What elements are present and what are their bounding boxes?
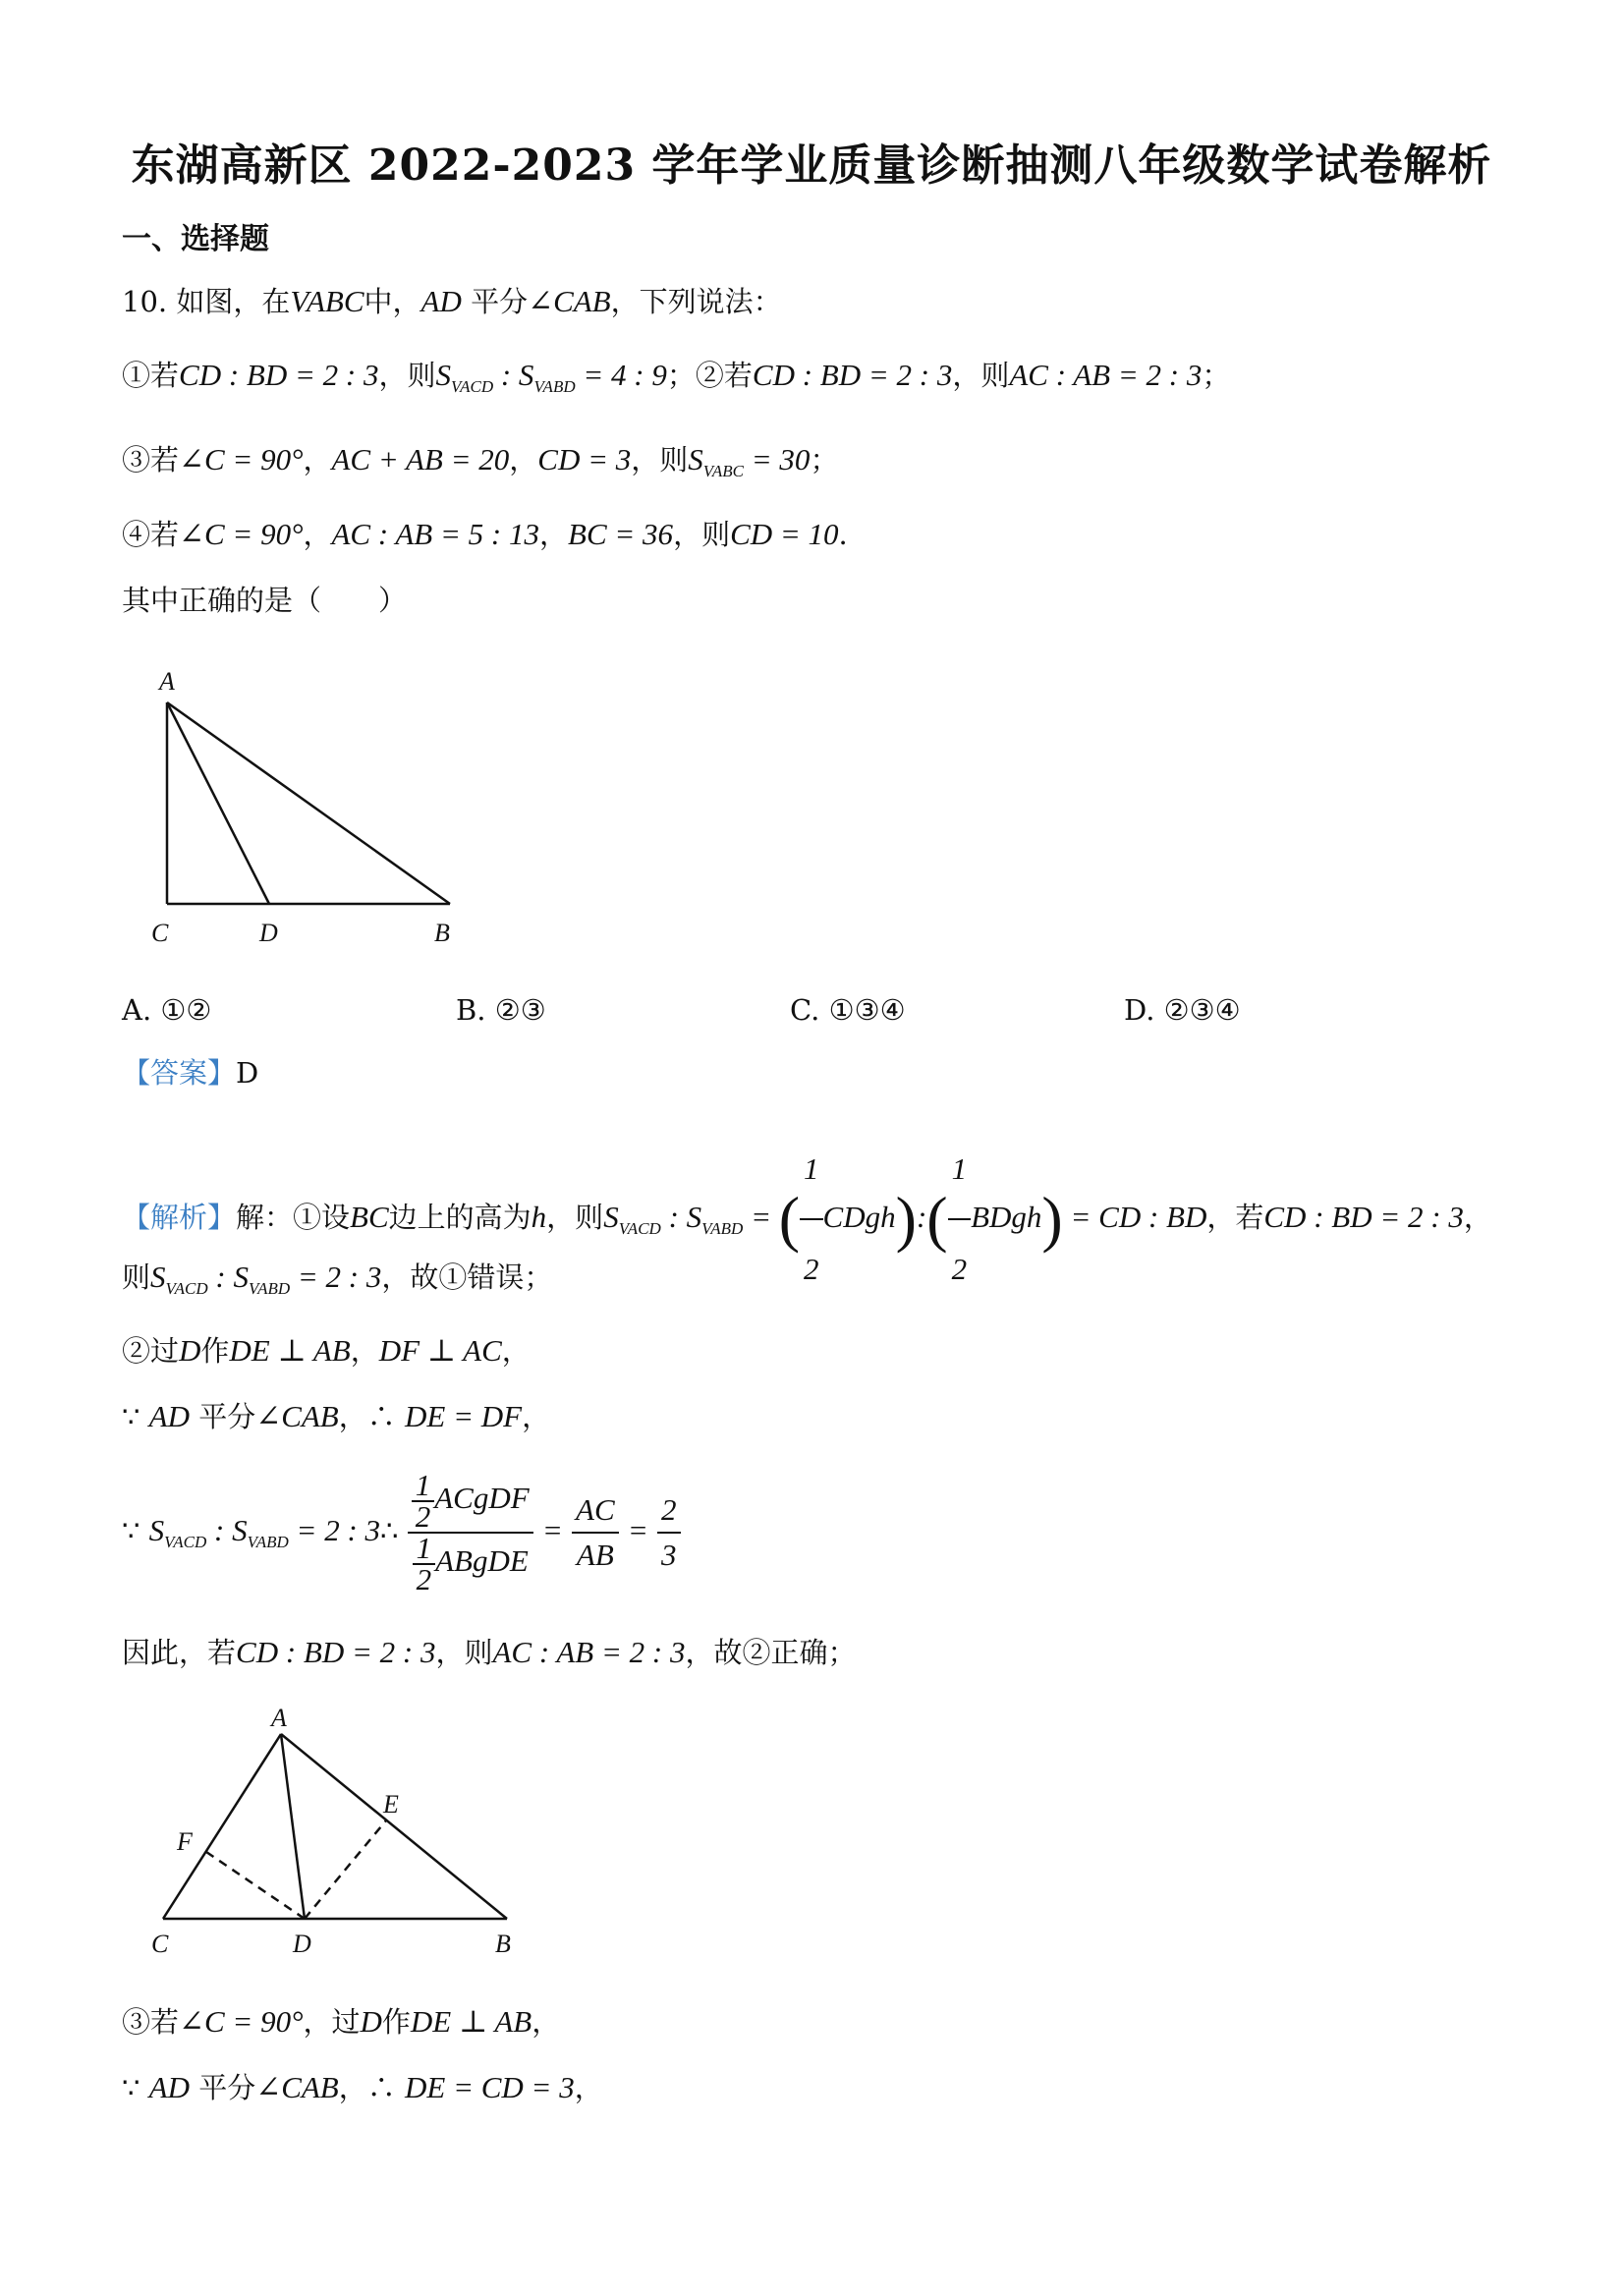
text: ③若 <box>122 443 180 476</box>
fraction-half <box>948 1120 972 1318</box>
text: ， <box>574 2071 603 2104</box>
text: 10. 如图，在 <box>122 285 291 318</box>
text: ，下列说法： <box>610 285 782 318</box>
analysis-line-5 <box>122 1452 681 1621</box>
text: ④若 <box>122 518 180 551</box>
math: AC : AB = 2 : 3 <box>492 1635 686 1669</box>
text: ， <box>303 518 332 551</box>
math: = 30 <box>744 442 811 476</box>
subscript: VABD <box>533 377 576 396</box>
denominator: 2 <box>413 1563 436 1595</box>
denominator: 2 <box>948 1218 972 1318</box>
math: : <box>916 1200 927 1234</box>
numerator: 1 <box>804 1151 819 1186</box>
fraction-half <box>412 1468 435 1534</box>
math: ∠C = 90° <box>179 442 304 476</box>
option-d: D. ②③④ <box>1124 993 1241 1027</box>
math: CD = 10 <box>730 517 839 551</box>
math: AD <box>148 2070 190 2104</box>
text: ②过 <box>122 1334 180 1368</box>
text: 解：①设 <box>236 1201 351 1234</box>
math: CD : BD = 2 : 3 <box>752 358 953 392</box>
math: AD <box>420 284 462 318</box>
math: CDgh <box>822 1200 896 1234</box>
text: ， <box>350 1334 379 1368</box>
text: 平分 <box>461 285 529 318</box>
section-title: 一、选择题 <box>122 222 269 256</box>
text: ①若 <box>122 359 180 392</box>
math: VABC <box>290 284 364 318</box>
label-b: B <box>434 919 450 947</box>
text: ，则 <box>546 1201 604 1234</box>
label-d: D <box>259 919 278 947</box>
text: ， <box>532 2005 561 2039</box>
analysis-line-7 <box>122 2002 560 2042</box>
because-symbol: ∵ <box>122 2071 140 2104</box>
fraction-ac-ab <box>572 1488 619 1577</box>
math: D <box>360 2004 382 2039</box>
statement-4 <box>122 515 867 554</box>
subscript: VABD <box>248 1279 291 1298</box>
segment-de <box>305 1820 386 1919</box>
numerator: 1 <box>416 1531 432 1565</box>
text: ， <box>338 2071 367 2104</box>
text: 作 <box>200 1334 230 1368</box>
analysis-line-6 <box>122 1633 857 1672</box>
text: ，故①错误； <box>381 1260 553 1294</box>
label-d: D <box>293 1930 311 1958</box>
label-f: F <box>177 1827 193 1856</box>
numerator <box>408 1468 533 1534</box>
text: ③若 <box>122 2005 180 2039</box>
fraction-two-thirds <box>657 1488 681 1577</box>
side-ab <box>167 702 450 904</box>
denominator: 3 <box>657 1532 681 1577</box>
statement-3 <box>122 440 838 491</box>
text: 因此，若 <box>122 1636 237 1669</box>
math: = 2 : 3 <box>288 1513 381 1547</box>
label-a: A <box>159 667 175 696</box>
math: DE = CD = 3 <box>405 2070 575 2104</box>
math: = <box>627 1513 648 1547</box>
subscript: VACD <box>450 377 494 396</box>
math: AC : AB = 2 : 3 <box>1009 358 1203 392</box>
math: AC : AB = 5 : 13 <box>331 517 539 551</box>
label-c: C <box>151 1930 169 1958</box>
math: CD : BD = 2 : 3 <box>179 358 379 392</box>
question-prompt: 其中正确的是（ ） <box>122 584 408 617</box>
subscript: VABD <box>247 1533 289 1551</box>
paren-close: ) <box>1041 1184 1063 1254</box>
analysis-line-4 <box>122 1397 550 1436</box>
analysis-line-3 <box>122 1331 531 1371</box>
answer-line <box>122 1053 258 1092</box>
math: S <box>435 358 451 392</box>
math: DE = DF <box>405 1399 523 1433</box>
because-symbol: ∵ <box>122 1514 140 1547</box>
math: AD <box>148 1399 190 1433</box>
math: h <box>531 1200 547 1234</box>
segment-ad <box>281 1734 305 1919</box>
question-intro <box>122 282 782 321</box>
math: = <box>743 1200 779 1234</box>
therefore-symbol: ∴ <box>366 1400 396 1433</box>
numerator: AC <box>576 1492 615 1527</box>
math: : S <box>660 1200 702 1234</box>
math: BC <box>350 1200 389 1234</box>
subscript: VACD <box>164 1533 207 1551</box>
math: S <box>688 442 703 476</box>
math: ACgDF <box>434 1481 530 1516</box>
side-ab <box>281 1734 507 1919</box>
fraction-area-ratio <box>408 1468 533 1596</box>
math: BDgh <box>971 1200 1042 1234</box>
text: ； <box>810 443 839 476</box>
numerator: 2 <box>661 1492 677 1527</box>
therefore-symbol: ∴ <box>366 2071 396 2104</box>
text: ，则 <box>631 443 689 476</box>
denominator: 2 <box>800 1218 823 1318</box>
text: 平分 <box>190 1400 256 1433</box>
math: AC + AB = 20 <box>331 442 510 476</box>
subscript: VACD <box>165 1279 208 1298</box>
therefore-symbol: ∴ <box>380 1514 399 1547</box>
math: : S <box>206 1513 248 1547</box>
math: = <box>541 1513 563 1547</box>
subscript: VACD <box>618 1219 661 1238</box>
math: ∠CAB <box>528 284 611 318</box>
paren-close: ) <box>895 1184 917 1254</box>
math: : S <box>207 1260 249 1294</box>
math: = 2 : 3 <box>290 1260 382 1294</box>
segment-df <box>206 1852 305 1919</box>
text: 作 <box>381 2005 411 2039</box>
figure-triangle-abc-perpendiculars <box>138 1705 531 1970</box>
math: ∠CAB <box>255 2070 339 2104</box>
label-b: B <box>495 1930 511 1958</box>
math: ABgDE <box>435 1543 529 1579</box>
text: ②若 <box>695 359 753 392</box>
text: 则 <box>122 1260 151 1294</box>
math: ∠C = 90° <box>179 2004 304 2039</box>
numerator: 1 <box>415 1468 431 1502</box>
denominator <box>408 1532 533 1595</box>
math: DE ⊥ AB <box>229 1333 351 1368</box>
text: ； <box>666 359 696 392</box>
math: ∠CAB <box>255 1399 339 1433</box>
label-c: C <box>151 919 169 947</box>
math: CD = 3 <box>537 442 632 476</box>
option-b: B. ②③ <box>456 993 546 1027</box>
option-c: C. ①③④ <box>790 993 906 1027</box>
math: D <box>179 1333 201 1368</box>
math: ∠C = 90° <box>179 517 304 551</box>
text: ． <box>838 518 867 551</box>
text: ， <box>303 443 332 476</box>
math: S <box>150 1260 166 1294</box>
math: S <box>148 1513 165 1547</box>
text: ， <box>509 443 538 476</box>
subscript: VABD <box>701 1219 744 1238</box>
fraction-half <box>413 1531 436 1596</box>
label-e: E <box>383 1790 399 1819</box>
math: DE ⊥ AB <box>410 2004 532 2039</box>
math: = CD : BD <box>1062 1200 1207 1234</box>
math: = 4 : 9 <box>575 358 667 392</box>
text: ，若 <box>1206 1201 1264 1234</box>
math: CD : BD = 2 : 3 <box>236 1635 436 1669</box>
text: ； <box>1202 359 1231 392</box>
because-symbol: ∵ <box>122 1400 140 1433</box>
math: DF ⊥ AC <box>378 1333 502 1368</box>
analysis-line-2 <box>122 1258 552 1309</box>
text: 平分 <box>190 2071 256 2104</box>
paren-open: ( <box>926 1184 948 1254</box>
text: ， <box>338 1400 367 1433</box>
paren-open: ( <box>778 1184 801 1254</box>
text: ， <box>522 1400 551 1433</box>
math: : S <box>493 358 534 392</box>
segment-ad <box>167 702 269 904</box>
fraction-half <box>800 1120 823 1318</box>
text: ，则 <box>673 518 731 551</box>
page-title: 东湖高新区 2022-2023 学年学业质量诊断抽测八年级数学试卷解析 <box>131 140 1492 191</box>
text: ， <box>501 1334 531 1368</box>
text: ， <box>1463 1201 1492 1234</box>
denominator: 2 <box>412 1500 435 1532</box>
analysis-line-8 <box>122 2068 603 2107</box>
text: ，则 <box>378 359 436 392</box>
subscript: VABC <box>702 462 745 480</box>
text: ， <box>539 518 569 551</box>
math: CD : BD = 2 : 3 <box>1263 1200 1464 1234</box>
answer-tag: 【答案】 <box>122 1056 237 1090</box>
figure-triangle-abc <box>138 658 472 953</box>
math: BC = 36 <box>568 517 674 551</box>
answer-value: D <box>236 1056 259 1090</box>
text: ，则 <box>952 359 1010 392</box>
text: 边上的高为 <box>388 1201 532 1234</box>
option-a: A. ①② <box>122 993 212 1027</box>
denominator: AB <box>572 1532 619 1577</box>
statements-1-2 <box>122 356 1230 407</box>
text: ，故②正确； <box>685 1636 857 1669</box>
text: ，则 <box>435 1636 493 1669</box>
text: 中， <box>364 285 421 318</box>
analysis-tag: 【解析】 <box>122 1201 237 1234</box>
text: ，过 <box>303 2005 361 2039</box>
math: S <box>603 1200 619 1234</box>
label-a: A <box>271 1705 287 1732</box>
numerator: 1 <box>951 1151 968 1186</box>
